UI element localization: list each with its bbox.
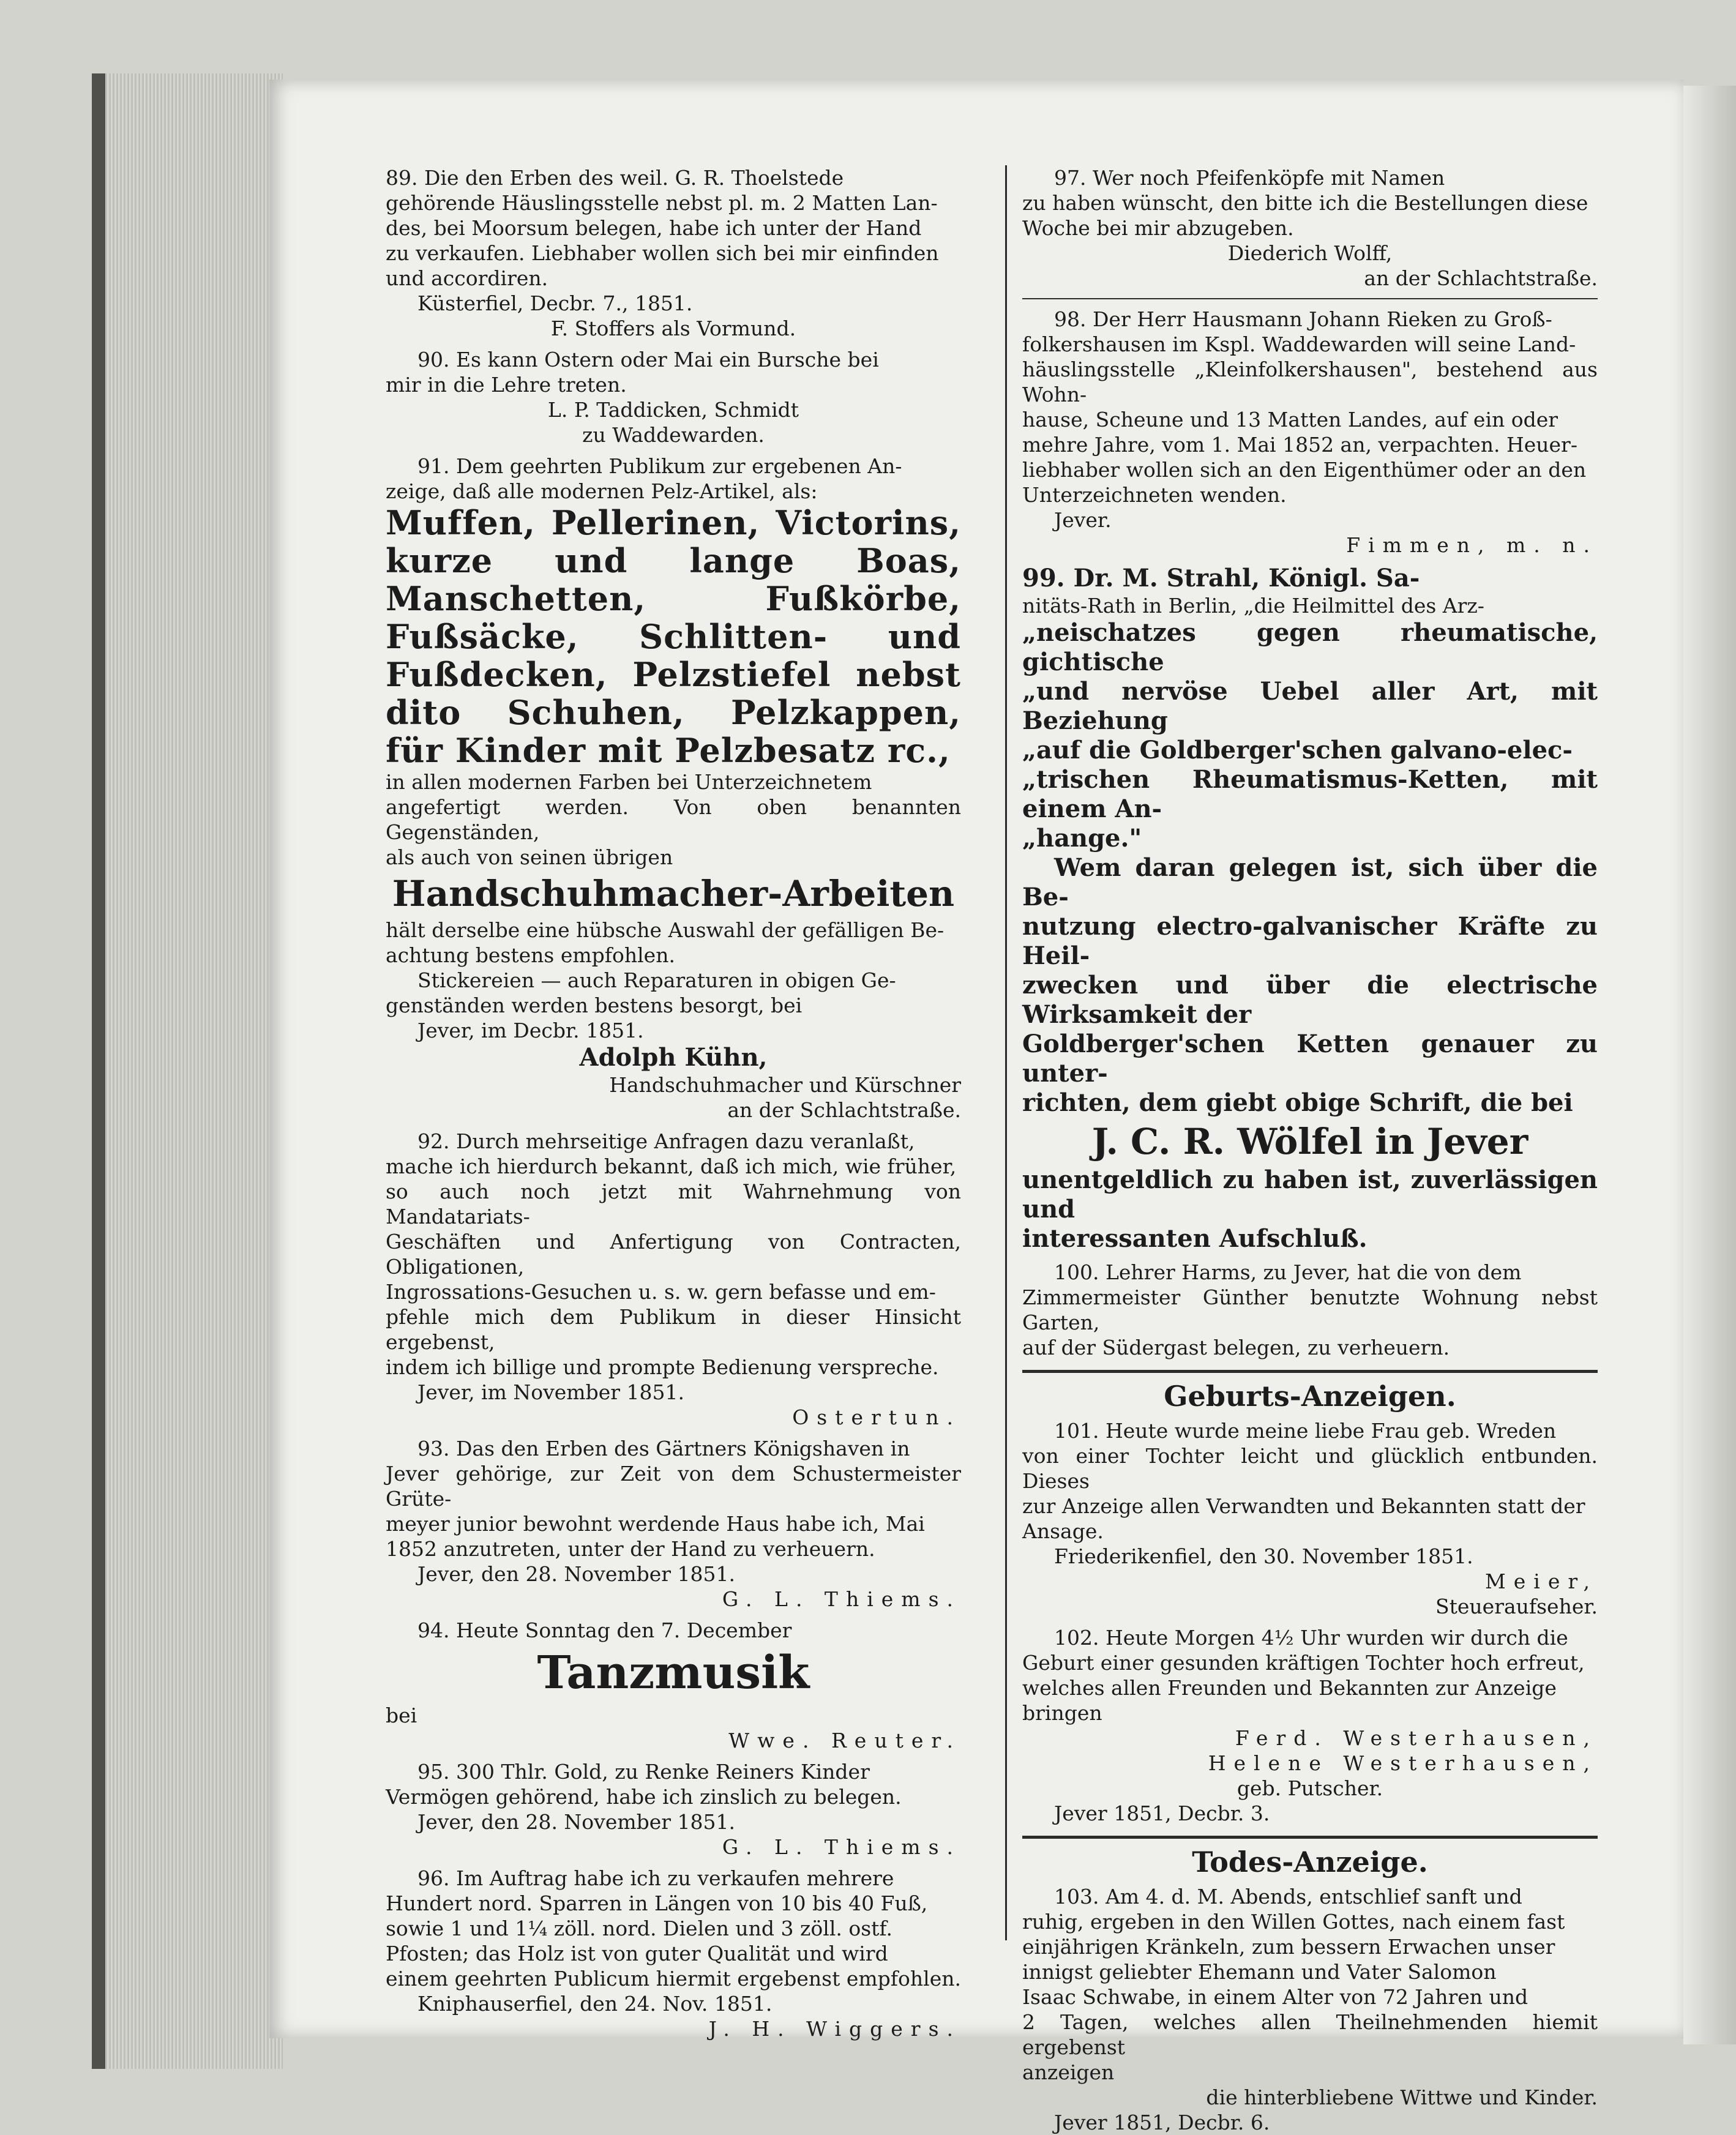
notice-101-line: 101. Heute wurde meine liebe Frau geb. Wreden bbox=[1054, 1419, 1557, 1443]
separator-rule bbox=[1022, 1836, 1598, 1839]
notice-103-place: Jever 1851, Decbr. 6. bbox=[1054, 2111, 1270, 2134]
notice-93-line: Jever gehörige, zur Zeit von dem Schustermeister Grüte- bbox=[386, 1462, 961, 1511]
notice-92-line: Ingrossations-Gesuchen u. s. w. gern befasse und em- bbox=[386, 1280, 936, 1304]
notice-91-line: achtung bestens empfohlen. bbox=[386, 943, 675, 967]
notice-102-line: Geburt einer gesunden kräftigen Tochter hoch erfreut, bbox=[1022, 1651, 1585, 1675]
column-divider bbox=[1005, 165, 1007, 1940]
notice-99-bookseller: J. C. R. Wölfel in Jever bbox=[1091, 1121, 1528, 1162]
notice-102-line: welches allen Freunden und Bekannten zur Anzeige bbox=[1022, 1676, 1557, 1700]
notice-99-line: unentgeldlich zu haben ist, zuverlässigen und bbox=[1022, 1165, 1598, 1224]
notice-103-line: 2 Tagen, welches allen Theilnehmenden hiemit ergebenst bbox=[1022, 2010, 1598, 2059]
notice-99-line: „trischen Rheumatismus-Ketten, mit einem An- bbox=[1022, 765, 1598, 823]
notice-89-line: des, bei Moorsum belegen, habe ich unter der Hand bbox=[386, 216, 922, 240]
notice-97-signature: an der Schlachtstraße. bbox=[1364, 266, 1598, 290]
notice-101-place: Friederikenfiel, den 30. November 1851. bbox=[1054, 1544, 1473, 1568]
section-heading-births: Geburts-Anzeigen. bbox=[1164, 1380, 1456, 1413]
notice-102-signature: Helene Westerhausen, bbox=[1208, 1751, 1598, 1775]
notice-99-line: „hange." bbox=[1022, 824, 1142, 853]
notice-95-line: Vermögen gehörend, habe ich zinslich zu belegen. bbox=[386, 1785, 902, 1809]
notice-91-fur-articles: Muffen, Pellerinen, Victorins, kurze und lange Boas, Manschetten, Fußkörbe, Fußsäcke, Schlitten- und Fußdecken, Pelzstiefel nebst dito Schuhen, Pelzkappen, für Kinder mit Pelzbesatz rc., bbox=[386, 503, 961, 770]
notice-91-signature: Adolph Kühn, bbox=[579, 1043, 768, 1072]
notice-103-line: einjährigen Kränkeln, zum bessern Erwachen unser bbox=[1022, 1935, 1555, 1959]
notice-91-place: Jever, im Decbr. 1851. bbox=[417, 1019, 644, 1042]
notice-91-line: 91. Dem geehrten Publikum zur ergebenen An- bbox=[417, 454, 902, 478]
section-heading-deaths: Todes-Anzeige. bbox=[1192, 1845, 1428, 1879]
notice-101-line: zur Anzeige allen Verwandten und Bekannten statt der bbox=[1022, 1494, 1585, 1518]
notice-102-line: bringen bbox=[1022, 1701, 1102, 1725]
notice-91-line: hält derselbe eine hübsche Auswahl der gefälligen Be- bbox=[386, 918, 945, 942]
notice-99-line: richten, dem giebt obige Schrift, die bei bbox=[1022, 1088, 1573, 1117]
notice-103-line: anzeigen bbox=[1022, 2060, 1115, 2084]
notice-90-signature: L. P. Taddicken, Schmidt bbox=[547, 398, 799, 422]
notice-99-line: „auf die Goldberger'schen galvano-elec- bbox=[1022, 736, 1573, 765]
notice-92-line: 92. Durch mehrseitige Anfragen dazu veranlaßt, bbox=[417, 1129, 915, 1153]
notice-91-signature: Handschuhmacher und Kürschner bbox=[609, 1073, 961, 1097]
left-column bbox=[386, 165, 961, 2041]
notice-89-line: 89. Die den Erben des weil. G. R. Thoelstede bbox=[386, 166, 844, 190]
notice-91-line: Stickereien — auch Reparaturen in obigen Ge- bbox=[417, 968, 896, 992]
notice-94-line: bei bbox=[386, 1703, 417, 1727]
notice-92-line: so auch noch jetzt mit Wahrnehmung von Mandatariats- bbox=[386, 1180, 961, 1228]
notice-97-line: zu haben wünscht, den bitte ich die Bestellungen diese bbox=[1022, 191, 1588, 215]
notice-99-headline: 99. Dr. M. Strahl, Königl. Sa- bbox=[1022, 564, 1420, 593]
notice-90-line: 90. Es kann Ostern oder Mai ein Bursche bei bbox=[417, 348, 879, 372]
notice-96-line: sowie 1 und 1¼ zöll. nord. Dielen und 3 zöll. ostf. bbox=[386, 1916, 892, 1940]
notice-96-signature: J. H. Wiggers. bbox=[708, 2017, 961, 2041]
notice-90-signature: zu Waddewarden. bbox=[582, 423, 765, 447]
notice-99-line: interessanten Aufschluß. bbox=[1022, 1224, 1367, 1253]
notice-92-line: mache ich hierdurch bekannt, daß ich mich, wie früher, bbox=[386, 1154, 957, 1178]
notice-93-line: 1852 anzutreten, unter der Hand zu verheuern. bbox=[386, 1537, 875, 1561]
notice-91-line: angefertigt werden. Von oben benannten Gegenständen, bbox=[386, 795, 961, 844]
notice-91-line: als auch von seinen übrigen bbox=[386, 845, 673, 869]
notice-99-line: „und nervöse Uebel aller Art, mit Beziehung bbox=[1022, 677, 1598, 735]
notice-100-line: 100. Lehrer Harms, zu Jever, hat die von dem bbox=[1054, 1260, 1522, 1284]
notice-98-place: Jever. bbox=[1054, 508, 1112, 532]
notice-91-line: in allen modernen Farben bei Unterzeichnetem bbox=[386, 770, 872, 794]
notice-102-line: 102. Heute Morgen 4½ Uhr wurden wir durch die bbox=[1054, 1626, 1568, 1650]
notice-95-place: Jever, den 28. November 1851. bbox=[417, 1810, 736, 1834]
notice-99-line: nitäts-Rath in Berlin, „die Heilmittel des Arz- bbox=[1022, 594, 1484, 618]
notice-93-signature: G. L. Thiems. bbox=[722, 1587, 961, 1611]
notice-98-line: hause, Scheune und 13 Matten Landes, auf ein oder bbox=[1022, 408, 1558, 432]
notice-91-line: genständen werden bestens besorgt, bei bbox=[386, 993, 803, 1017]
notice-92-signature: Ostertun. bbox=[792, 1405, 961, 1429]
notice-103-line: Isaac Schwabe, in einem Alter von 72 Jahren und bbox=[1022, 1985, 1528, 2009]
notice-96-place: Kniphauserfiel, den 24. Nov. 1851. bbox=[417, 1992, 773, 2016]
notice-103-line: 103. Am 4. d. M. Abends, entschlief sanft und bbox=[1054, 1885, 1522, 1909]
notice-96-line: 96. Im Auftrag habe ich zu verkaufen mehrere bbox=[417, 1866, 894, 1890]
notice-98-line: liebhaber wollen sich an den Eigenthümer oder an den bbox=[1022, 458, 1587, 482]
separator-rule bbox=[1022, 298, 1598, 299]
notice-91-headline: Handschuhmacher-Arbeiten bbox=[392, 873, 955, 914]
notice-99-line: Goldberger'schen Ketten genauer zu unter- bbox=[1022, 1030, 1598, 1088]
notice-102-signature: Ferd. Westerhausen, bbox=[1235, 1726, 1598, 1750]
notice-89-line: zu verkaufen. Liebhaber wollen sich bei mir einfinden bbox=[386, 241, 939, 265]
notice-89-line: und accordiren. bbox=[386, 266, 548, 290]
notice-99-line: zwecken und über die electrische Wirksamkeit der bbox=[1022, 971, 1598, 1029]
notice-102-place: Jever 1851, Decbr. 3. bbox=[1054, 1801, 1270, 1825]
notice-94-line: 94. Heute Sonntag den 7. December bbox=[417, 1618, 792, 1642]
notice-97-line: Woche bei mir abzugeben. bbox=[1022, 216, 1294, 240]
notice-95-signature: G. L. Thiems. bbox=[722, 1835, 961, 1859]
notice-97-line: 97. Wer noch Pfeifenköpfe mit Namen bbox=[1054, 166, 1445, 190]
notice-97-signature: Diederich Wolff, bbox=[1227, 241, 1393, 265]
notice-98-signature: Fimmen, m. n. bbox=[1346, 533, 1598, 557]
notice-96-line: Pfosten; das Holz ist von guter Qualität und wird bbox=[386, 1942, 888, 1965]
notice-92-line: Geschäften und Anfertigung von Contracten, Obligationen, bbox=[386, 1230, 961, 1279]
notice-103-line: ruhig, ergeben in den Willen Gottes, nach einem fast bbox=[1022, 1910, 1565, 1934]
notice-103-line: innigst geliebter Ehemann und Vater Salomon bbox=[1022, 1960, 1497, 1984]
notice-99-line: „neischatzes gegen rheumatische, gichtische bbox=[1022, 618, 1598, 676]
notice-98-line: folkershausen im Kspl. Waddewarden will seine Land- bbox=[1022, 332, 1576, 356]
notice-92-line: pfehle mich dem Publikum in dieser Hinsicht ergebenst, bbox=[386, 1305, 961, 1354]
notice-98-line: Unterzeichneten wenden. bbox=[1022, 483, 1287, 507]
notice-93-line: 93. Das den Erben des Gärtners Königshaven in bbox=[417, 1437, 910, 1460]
notice-96-line: einem geehrten Publicum hiermit ergebenst empfohlen. bbox=[386, 1967, 961, 1991]
notice-89-line: gehörende Häuslingsstelle nebst pl. m. 2 Matten Lan- bbox=[386, 191, 938, 215]
notice-98-line: 98. Der Herr Hausmann Johann Rieken zu Groß- bbox=[1054, 307, 1552, 331]
notice-89-place: Küsterfiel, Decbr. 7., 1851. bbox=[417, 291, 693, 315]
notice-93-place: Jever, den 28. November 1851. bbox=[417, 1562, 736, 1586]
notice-94-headline: Tanzmusik bbox=[537, 1647, 810, 1699]
notice-102-signature: geb. Putscher. bbox=[1237, 1776, 1383, 1800]
notice-103-signature: die hinterbliebene Wittwe und Kinder. bbox=[1206, 2085, 1598, 2109]
notice-92-line: indem ich billige und prompte Bedienung verspreche. bbox=[386, 1355, 939, 1379]
notice-89-signature: F. Stoffers als Vormund. bbox=[550, 316, 796, 340]
book-page-stack bbox=[92, 73, 283, 2069]
right-column bbox=[1022, 165, 1598, 2135]
notice-98-line: mehre Jahre, vom 1. Mai 1852 an, verpachten. Heuer- bbox=[1022, 433, 1577, 457]
notice-101-signature: Steueraufseher. bbox=[1435, 1595, 1598, 1618]
notice-91-line: zeige, daß alle modernen Pelz-Artikel, als: bbox=[386, 479, 818, 503]
notice-95-line: 95. 300 Thlr. Gold, zu Renke Reiners Kinder bbox=[417, 1760, 870, 1784]
notice-93-line: meyer junior bewohnt werdende Haus habe ich, Mai bbox=[386, 1512, 925, 1536]
notice-90-line: mir in die Lehre treten. bbox=[386, 373, 627, 397]
facing-page-edge bbox=[1683, 86, 1736, 2044]
separator-rule bbox=[1022, 1370, 1598, 1373]
notice-101-signature: Meier, bbox=[1484, 1569, 1598, 1593]
notice-96-line: Hundert nord. Sparren in Längen von 10 bis 40 Fuß, bbox=[386, 1891, 928, 1915]
notice-91-signature: an der Schlachtstraße. bbox=[727, 1098, 961, 1122]
notice-99-line: Wem daran gelegen ist, sich über die Be- bbox=[1022, 853, 1598, 911]
notice-100-line: auf der Südergast belegen, zu verheuern. bbox=[1022, 1336, 1450, 1359]
notice-98-line: häuslingsstelle „Kleinfolkershausen", bestehend aus Wohn- bbox=[1022, 357, 1598, 406]
notice-94-signature: Wwe. Reuter. bbox=[728, 1729, 961, 1752]
notice-101-line: von einer Tochter leicht und glücklich entbunden. Dieses bbox=[1022, 1444, 1598, 1493]
notice-101-line: Ansage. bbox=[1022, 1519, 1104, 1543]
notice-92-place: Jever, im November 1851. bbox=[417, 1380, 684, 1404]
notice-99-line: nutzung electro-galvanischer Kräfte zu Heil- bbox=[1022, 912, 1598, 970]
notice-100-line: Zimmermeister Günther benutzte Wohnung nebst Garten, bbox=[1022, 1285, 1598, 1334]
